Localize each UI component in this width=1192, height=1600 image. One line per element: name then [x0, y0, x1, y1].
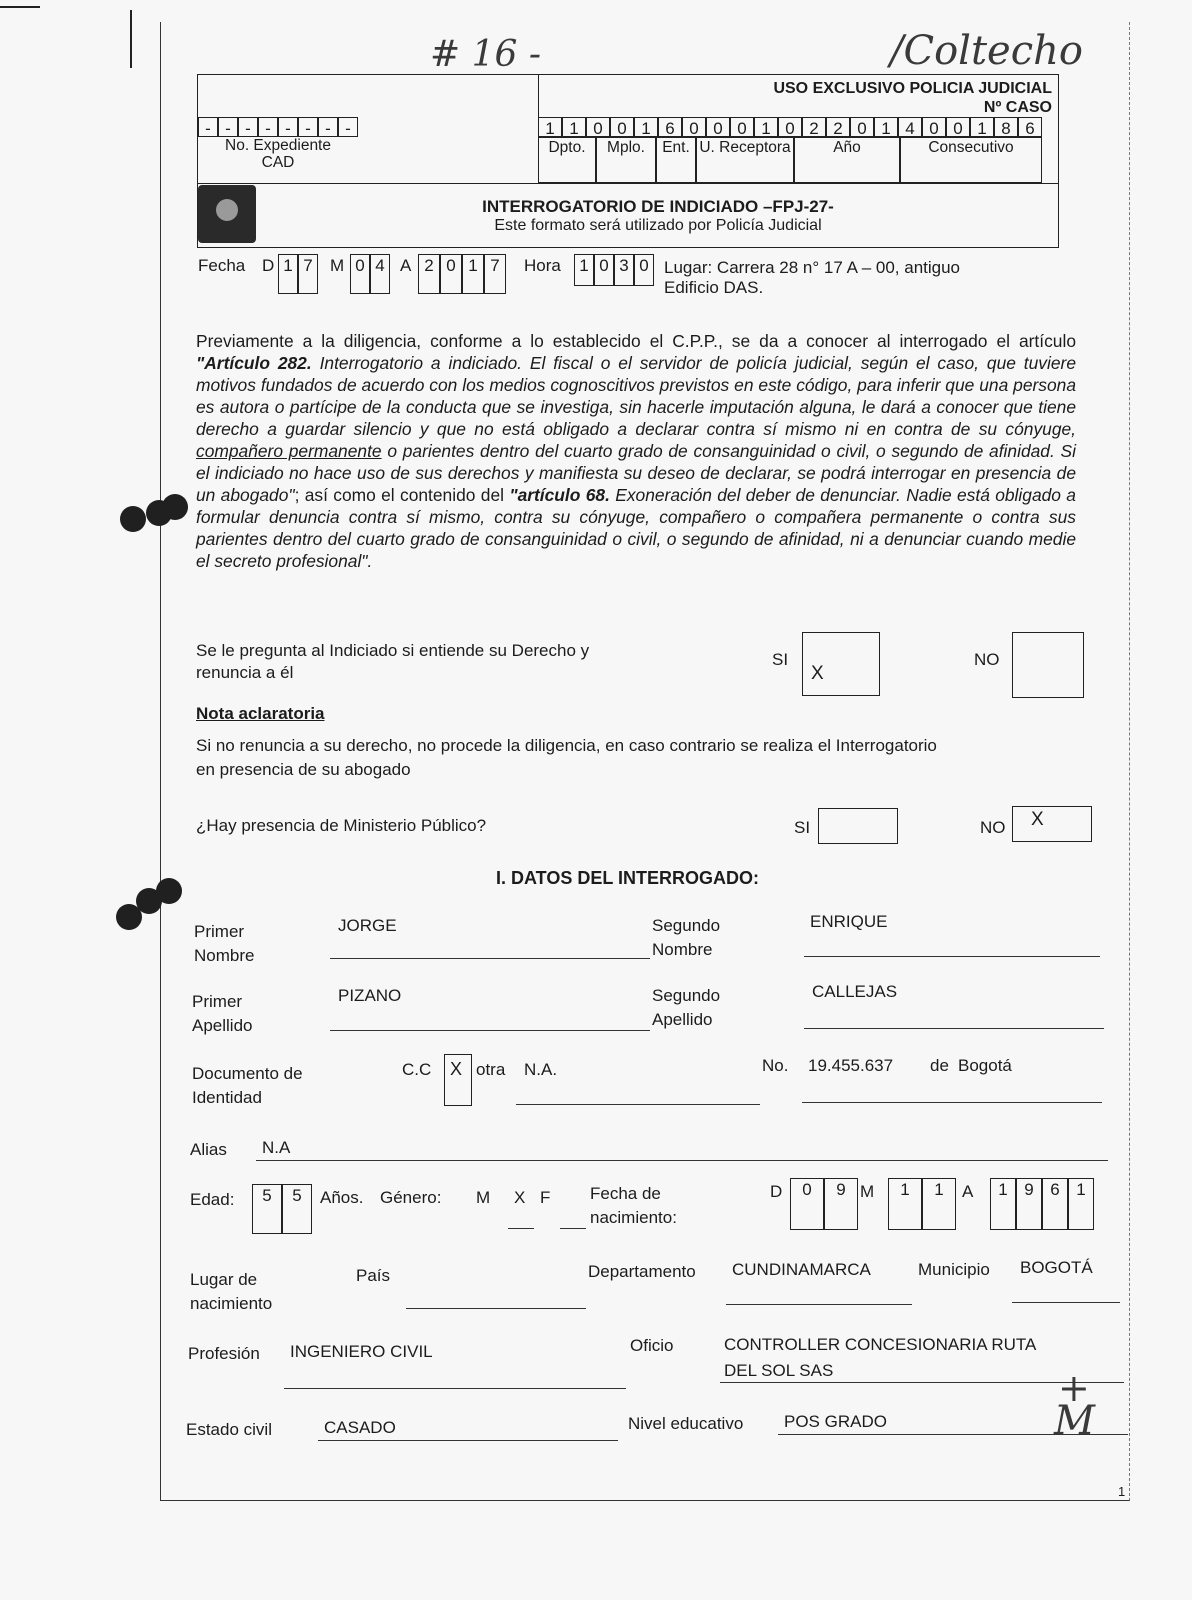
municipality-label: Municipio — [918, 1260, 990, 1279]
alias-value: N.A — [262, 1138, 291, 1157]
rights-no-label: NO — [974, 650, 1000, 669]
age-label: Edad: — [190, 1190, 235, 1209]
country-label: País — [356, 1266, 391, 1285]
ministerio-no-checkbox[interactable] — [1012, 806, 1092, 842]
date-digit: 1 — [462, 254, 484, 294]
occupation-value-line-2: DEL SOL SAS — [724, 1361, 834, 1380]
doc-de-label: de — [930, 1056, 949, 1075]
document-label-1: Documento de — [192, 1064, 303, 1083]
first-surname-label-1: Primer — [192, 992, 243, 1011]
first-name-label-2: Nombre — [194, 946, 255, 965]
hour-digit: 0 — [594, 254, 614, 286]
second-surname-value: CALLEJAS — [812, 982, 898, 1001]
years-label: Años. — [320, 1188, 364, 1207]
handwritten-mark: + — [1058, 1366, 1090, 1410]
case-digit: 0 — [610, 117, 634, 137]
profession-line — [284, 1388, 626, 1389]
case-digit: 8 — [994, 117, 1018, 137]
birthplace-label-1: Lugar de — [190, 1270, 258, 1289]
case-digit: 0 — [682, 117, 706, 137]
expediente-digit: - — [198, 117, 218, 137]
otra-label: otra — [476, 1060, 506, 1079]
alias-label: Alias — [190, 1140, 227, 1159]
case-column-label: Ent. — [656, 137, 696, 183]
ministerio-si-checkbox[interactable] — [818, 808, 898, 844]
fecha-label: Fecha — [198, 256, 246, 275]
month-label: M — [330, 256, 345, 275]
civil-status-label: Estado civil — [186, 1420, 272, 1439]
expediente-digit: - — [298, 117, 318, 137]
second-name-line — [804, 956, 1100, 957]
occupation-value-line-1: CONTROLLER CONCESIONARIA RUTA — [724, 1335, 1037, 1354]
case-digit: 0 — [706, 117, 730, 137]
rights-question-line-2: renuncia a él — [196, 663, 294, 682]
form-subtitle: Este formato será utilizado por Policía Judicial — [494, 217, 822, 234]
nota-line-1: Si no renuncia a su derecho, no procede la diligencia, en caso contrario se realiza el Interrogatorio — [196, 736, 937, 755]
date-digit: 1 — [278, 254, 298, 294]
civil-status-line — [318, 1440, 618, 1441]
case-digit: 6 — [658, 117, 682, 137]
rights-question-line-1: Se le pregunta al Indiciado si entiende su Derecho y — [196, 641, 590, 660]
case-digit: 4 — [898, 117, 922, 137]
birthplace-label-2: nacimiento — [190, 1294, 273, 1313]
birth-digit: 1 — [888, 1178, 922, 1230]
department-value: CUNDINAMARCA — [732, 1260, 871, 1279]
section-title: I. DATOS DEL INTERROGADO: — [496, 868, 760, 888]
gender-m-label: M — [476, 1188, 491, 1207]
expediente-digit: - — [278, 117, 298, 137]
first-name-line — [330, 958, 650, 959]
second-name-label-1: Segundo — [652, 916, 721, 935]
expediente-digit: - — [258, 117, 278, 137]
rights-si-mark: X — [811, 663, 824, 684]
occupation-line — [720, 1382, 1124, 1383]
gender-f-label: F — [540, 1188, 551, 1207]
case-digit: 2 — [826, 117, 850, 137]
civil-status-value: CASADO — [324, 1418, 396, 1437]
second-surname-label-2: Apellido — [652, 1010, 713, 1029]
birth-digit: 1 — [990, 1178, 1016, 1230]
ministerio-no-mark: X — [1031, 809, 1044, 830]
second-surname-label-1: Segundo — [652, 986, 721, 1005]
case-digit: 6 — [1018, 117, 1042, 137]
case-digit: 2 — [802, 117, 826, 137]
gender-m-line — [508, 1228, 534, 1229]
case-label: Nº CASO — [983, 99, 1052, 116]
education-label: Nivel educativo — [628, 1414, 744, 1433]
ministerio-no-label: NO — [980, 818, 1006, 837]
first-surname-line — [330, 1030, 650, 1031]
handwritten-initials: M — [1054, 1398, 1095, 1444]
legal-intro: Previamente a la diligencia, conforme a lo establecido el C.P.P., se da a conocer al interrogado el artículo — [196, 331, 1076, 351]
cc-label: C.C — [402, 1060, 432, 1079]
date-digit: 7 — [298, 254, 318, 294]
page-number: 1 — [1118, 1484, 1126, 1499]
case-digit: 1 — [538, 117, 562, 137]
date-digit: 0 — [350, 254, 370, 294]
exclusive-use-label: USO EXCLUSIVO POLICIA JUDICIAL — [773, 80, 1052, 97]
ministerio-si-label: SI — [794, 818, 811, 837]
handwritten-number: # 16 - — [430, 34, 542, 75]
birthdate-label-1: Fecha de — [590, 1184, 661, 1203]
document-label-2: Identidad — [192, 1088, 262, 1107]
expediente-digit: - — [238, 117, 258, 137]
second-surname-line — [804, 1028, 1104, 1029]
hour-digit: 0 — [634, 254, 654, 286]
occupation-label: Oficio — [630, 1336, 674, 1355]
first-surname-label-2: Apellido — [192, 1016, 253, 1035]
expediente-digit: - — [338, 117, 358, 137]
year-label: A — [400, 256, 412, 275]
day-label: D — [262, 256, 275, 275]
punch-hole — [120, 506, 146, 532]
birth-digit: 9 — [1016, 1178, 1042, 1230]
edge-mark — [130, 10, 132, 68]
cc-checkbox[interactable] — [444, 1054, 472, 1106]
expediente-digit: - — [318, 117, 338, 137]
article-68-title: "artículo 68. — [509, 485, 610, 505]
rights-si-checkbox[interactable] — [802, 632, 880, 696]
first-name-value: JORGE — [338, 916, 397, 935]
country-line — [406, 1308, 586, 1309]
birth-m-label: M — [860, 1182, 875, 1201]
underlined-text: compañero permanente — [196, 441, 382, 461]
case-column-label: Mplo. — [596, 137, 656, 183]
handwritten-name: /Coltecho — [890, 28, 1083, 74]
second-name-label-2: Nombre — [652, 940, 713, 959]
case-digit: 0 — [778, 117, 802, 137]
doc-number-label: No. — [762, 1056, 789, 1075]
birth-digit: 1 — [922, 1178, 956, 1230]
birth-d-label: D — [770, 1182, 783, 1201]
age-digit: 5 — [252, 1184, 282, 1234]
expediente-digit: - — [218, 117, 238, 137]
case-digit: 0 — [850, 117, 874, 137]
doc-number-value: 19.455.637 — [808, 1056, 894, 1075]
punch-hole — [162, 494, 188, 520]
municipality-value: BOGOTÁ — [1020, 1258, 1093, 1277]
birth-digit: 9 — [824, 1178, 858, 1230]
profession-label: Profesión — [188, 1344, 260, 1363]
case-digit: 0 — [946, 117, 970, 137]
case-digit: 1 — [970, 117, 994, 137]
birth-digit: 1 — [1068, 1178, 1094, 1230]
gender-label: Género: — [380, 1188, 442, 1207]
rights-si-label: SI — [772, 650, 789, 669]
case-digit: 0 — [586, 117, 610, 137]
place-line-1: Lugar: Carrera 28 n° 17 A – 00, antiguo — [664, 258, 961, 277]
date-digit: 2 — [418, 254, 440, 294]
expediente-label: No. Expediente — [225, 137, 331, 154]
header-table — [197, 74, 1059, 248]
case-digit: 0 — [730, 117, 754, 137]
education-line — [778, 1434, 1128, 1435]
age-digit: 5 — [282, 1184, 312, 1234]
case-digit: 0 — [922, 117, 946, 137]
first-surname-value: PIZANO — [338, 986, 402, 1005]
legal-middle: ; así como el contenido del — [294, 485, 510, 505]
department-label: Departamento — [588, 1262, 696, 1281]
alias-line — [256, 1160, 1108, 1161]
date-digit: 0 — [440, 254, 462, 294]
hora-label: Hora — [524, 256, 561, 275]
police-logo — [198, 185, 256, 243]
birth-digit: 6 — [1042, 1178, 1068, 1230]
date-digit: 7 — [484, 254, 506, 294]
ministerio-question: ¿Hay presencia de Ministerio Público? — [196, 816, 487, 835]
case-digit: 1 — [562, 117, 586, 137]
case-column-label: Año — [794, 137, 900, 183]
birthdate-label-2: nacimiento: — [590, 1208, 677, 1227]
case-column-label: Consecutivo — [900, 137, 1042, 183]
case-digit: 1 — [874, 117, 898, 137]
place-line-2: Edificio DAS. — [664, 278, 764, 297]
nota-line-2: en presencia de su abogado — [196, 760, 411, 779]
first-name-label-1: Primer — [194, 922, 245, 941]
gender-f-line — [560, 1228, 586, 1229]
form-title: INTERROGATORIO DE INDICIADO –FPJ-27- — [482, 197, 834, 216]
article-68-body: Exoneración del deber de denunciar. Nadie está obligado a formular denuncia contra sí mismo, contra su cónyuge, compañero o compañera permanente o contra sus parientes dentro del cuarto grado de consanguinidad o civil, o segundo de afinidad, ni a denunciar cuando medie el secreto profesional". — [196, 485, 1076, 571]
birth-a-label: A — [962, 1182, 974, 1201]
article-282-title: "Artículo 282. — [196, 353, 312, 373]
doc-number-line — [802, 1102, 1102, 1103]
education-value: POS GRADO — [784, 1412, 887, 1431]
case-digit: 1 — [754, 117, 778, 137]
rights-no-checkbox[interactable] — [1012, 632, 1084, 698]
date-digit: 4 — [370, 254, 390, 294]
department-line — [726, 1304, 912, 1305]
article-282-end: o parientes dentro del cuarto grado de consanguinidad o civil, o segundo de afinidad. Si el indiciado no hace uso de sus derechos y manifiesta su deseo de declarar, se podrá interrogar en presencia de un abogado" — [196, 441, 1077, 505]
case-column-label: U. Receptora — [696, 137, 794, 183]
nota-title: Nota aclaratoria — [196, 704, 325, 723]
case-digit: 1 — [634, 117, 658, 137]
cad-label: CAD — [261, 154, 295, 171]
doc-city-value: Bogotá — [958, 1056, 1012, 1075]
otra-value: N.A. — [524, 1060, 558, 1079]
otra-line — [516, 1104, 760, 1105]
edge-mark — [0, 6, 40, 8]
case-column-label: Dpto. — [538, 137, 596, 183]
cc-mark: X — [450, 1059, 463, 1079]
second-name-value: ENRIQUE — [810, 912, 888, 931]
article-282-body: Interrogatorio a indiciado. El fiscal o el servidor de policía judicial, según el caso, que tuviere motivos fundados de acuerdo con los medios cognoscitivos previstos en este código, para inferir que una persona es autora o partícipe de la conducta que se investiga, sin hacerle imputación alguna, le dará a conocer que tiene derecho a guardar silencio y que no está obligado a declarar contra sí mismo ni en contra de su cónyuge, — [196, 353, 1077, 439]
gender-mark: X — [514, 1188, 526, 1207]
hour-digit: 1 — [574, 254, 594, 286]
birth-digit: 0 — [790, 1178, 824, 1230]
municipality-line — [1012, 1302, 1120, 1303]
profession-value: INGENIERO CIVIL — [290, 1342, 433, 1361]
punch-hole — [156, 878, 182, 904]
hour-digit: 3 — [614, 254, 634, 286]
legal-paragraph — [196, 330, 1076, 572]
